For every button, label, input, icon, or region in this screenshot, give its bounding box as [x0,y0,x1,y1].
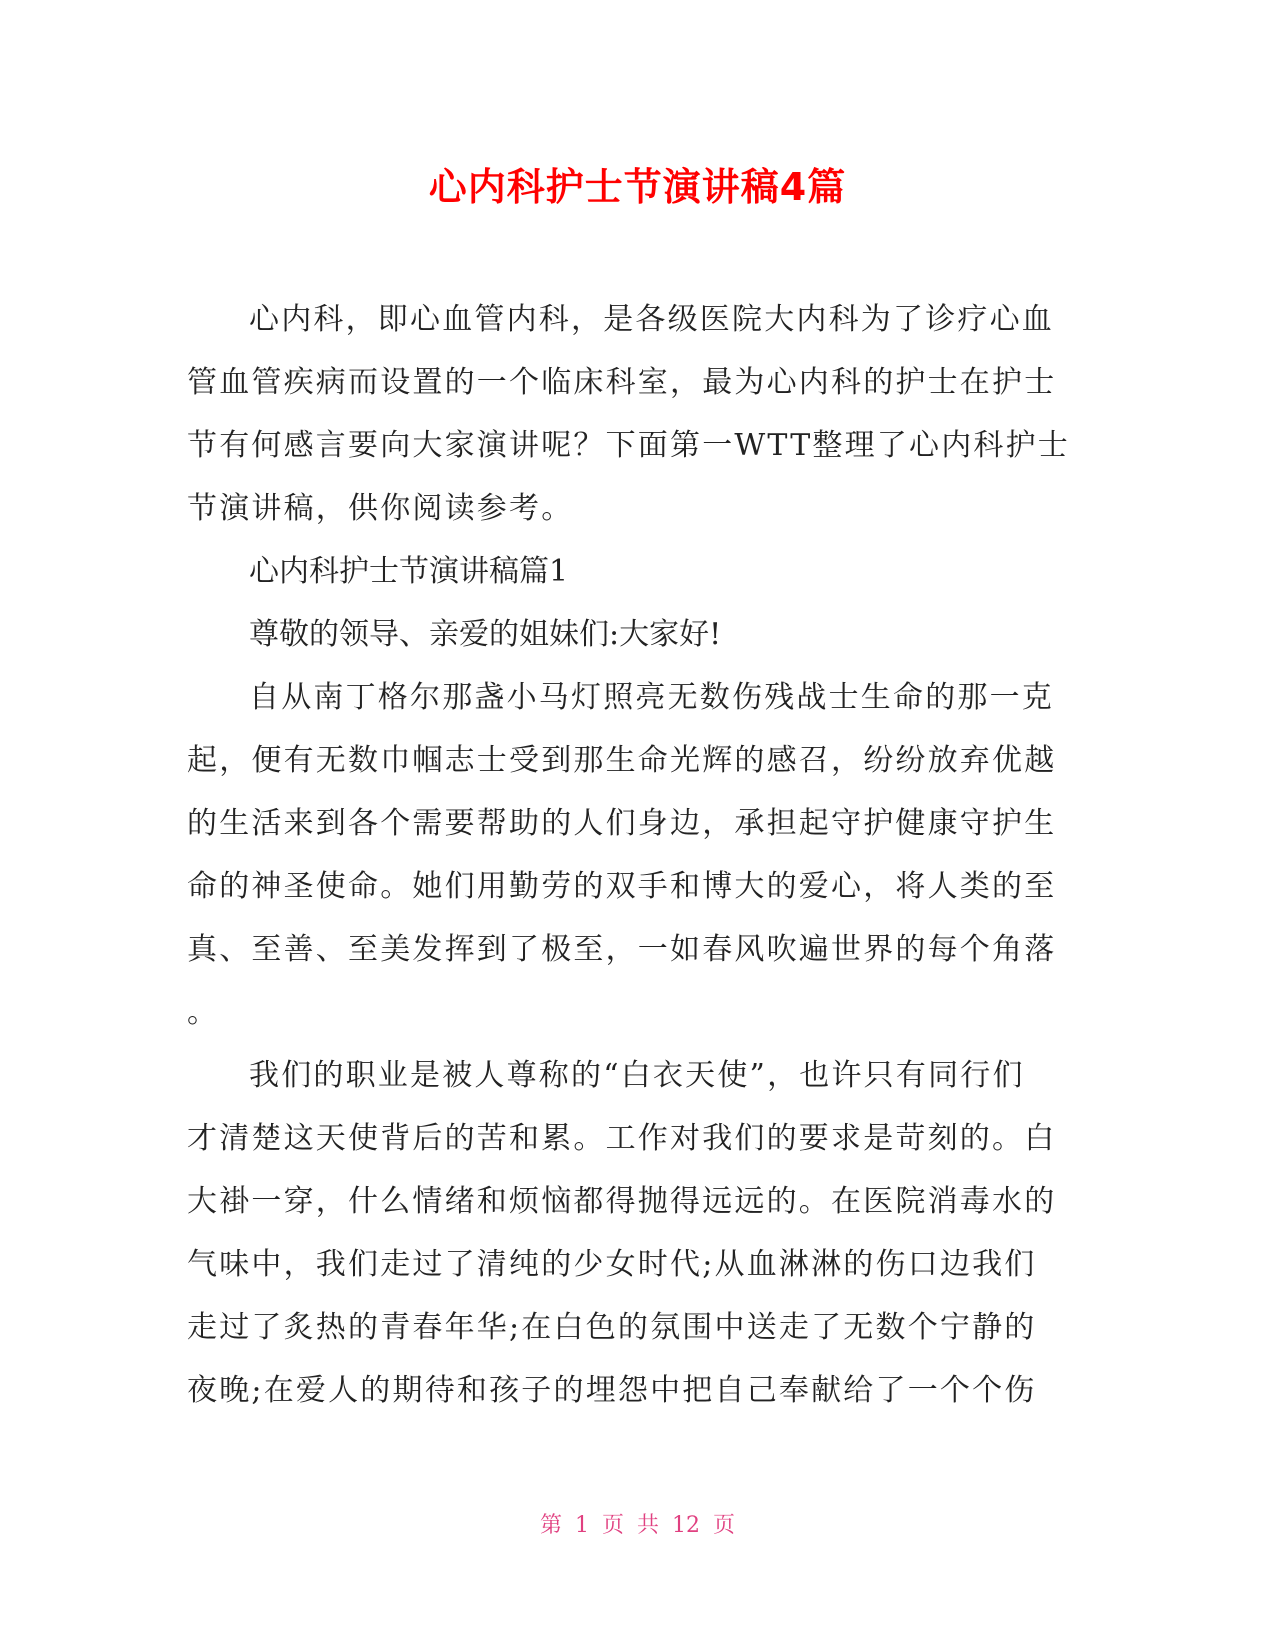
paragraph-line: 命的神圣使命。她们用勤劳的双手和博大的爱心，将人类的至 [187,869,1057,904]
paragraph-line: 夜晚;在爱人的期待和孩子的埋怨中把自己奉献给了一个个伤 [187,1373,1037,1408]
salutation-line: 尊敬的领导、亲爱的姐妹们:大家好! [249,617,722,652]
paragraph-line: 起，便有无数巾帼志士受到那生命光辉的感召，纷纷放弃优越 [187,743,1057,778]
document-body [187,288,1087,1422]
paragraph-line: 节演讲稿，供你阅读参考。 [187,491,574,526]
paragraph-line: 管血管疾病而设置的一个临床科室，最为心内科的护士在护士 [187,365,1057,400]
section-heading: 心内科护士节演讲稿篇1 [249,554,569,589]
document-title: 心内科护士节演讲稿4篇 [428,165,847,209]
paragraph-line: 走过了炙热的青春年华;在白色的氛围中送走了无数个宁静的 [187,1310,1037,1345]
paragraph-line: 节有何感言要向大家演讲呢？下面第一WTT整理了心内科护士 [187,428,1071,463]
paragraph-line: 的生活来到各个需要帮助的人们身边，承担起守护健康守护生 [187,806,1057,841]
paragraph-line: 才清楚这天使背后的苦和累。工作对我们的要求是苛刻的。白 [187,1121,1057,1156]
page-footer: 第 1 页 共 12 页 [540,1513,735,1538]
paragraph-line: 。 [187,995,217,1030]
paragraph-line: 真、至善、至美发挥到了极至，一如春风吹遍世界的每个角落 [187,932,1057,967]
paragraph-line: 大褂一穿，什么情绪和烦恼都得抛得远远的。在医院消毒水的 [187,1184,1057,1219]
paragraph-line: 心内科，即心血管内科，是各级医院大内科为了诊疗心血 [249,302,1054,337]
paragraph-line: 自从南丁格尔那盏小马灯照亮无数伤残战士生命的那一克 [249,680,1054,715]
paragraph-line: 气味中，我们走过了清纯的少女时代;从血淋淋的伤口边我们 [187,1247,1037,1282]
paragraph-line: 我们的职业是被人尊称的“白衣天使”，也许只有同行们 [249,1058,1025,1093]
